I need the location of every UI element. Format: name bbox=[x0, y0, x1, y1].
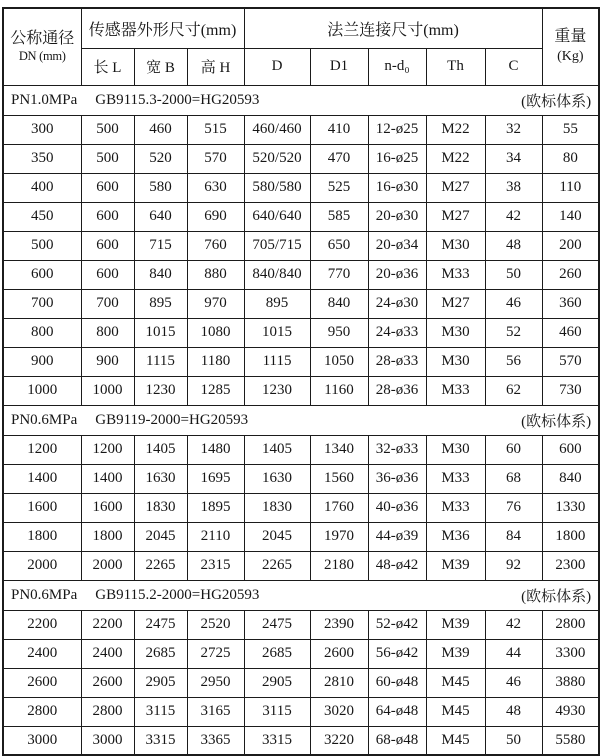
cell-d: 2265 bbox=[244, 551, 310, 580]
cell-dn: 600 bbox=[3, 260, 81, 289]
cell-weight: 600 bbox=[542, 435, 599, 464]
cell-weight: 360 bbox=[542, 289, 599, 318]
cell-height-h: 3165 bbox=[187, 697, 244, 726]
cell-dn: 500 bbox=[3, 231, 81, 260]
cell-c: 46 bbox=[485, 668, 542, 697]
spec-row bbox=[3, 464, 599, 493]
spec-row bbox=[3, 610, 599, 639]
cell-th: M45 bbox=[426, 697, 485, 726]
cell-c: 56 bbox=[485, 347, 542, 376]
cell-d: 580/580 bbox=[244, 173, 310, 202]
cell-d: 3115 bbox=[244, 697, 310, 726]
header-weight bbox=[542, 8, 599, 85]
cell-d: 2475 bbox=[244, 610, 310, 639]
cell-d1: 2180 bbox=[310, 551, 368, 580]
section-standard-note: (欧标体系) bbox=[521, 588, 592, 605]
cell-n-d0: 12-ø25 bbox=[368, 115, 426, 144]
cell-length-l: 2600 bbox=[81, 668, 134, 697]
cell-d1: 1050 bbox=[310, 347, 368, 376]
spec-table-body bbox=[3, 85, 599, 755]
cell-c: 92 bbox=[485, 551, 542, 580]
section-header-row bbox=[3, 580, 599, 610]
section-standard-note: (欧标体系) bbox=[521, 413, 592, 430]
spec-row bbox=[3, 289, 599, 318]
cell-length-l: 500 bbox=[81, 115, 134, 144]
cell-height-h: 970 bbox=[187, 289, 244, 318]
cell-th: M33 bbox=[426, 493, 485, 522]
cell-n-d0: 48-ø42 bbox=[368, 551, 426, 580]
cell-weight: 5580 bbox=[542, 726, 599, 755]
cell-d: 520/520 bbox=[244, 144, 310, 173]
header-col-length-l: 长 L bbox=[81, 48, 134, 85]
cell-c: 76 bbox=[485, 493, 542, 522]
section-standard-note: (欧标体系) bbox=[521, 93, 592, 110]
cell-d: 895 bbox=[244, 289, 310, 318]
section-header-cell bbox=[3, 85, 599, 115]
cell-th: M22 bbox=[426, 144, 485, 173]
cell-weight: 1800 bbox=[542, 522, 599, 551]
cell-th: M30 bbox=[426, 347, 485, 376]
cell-height-h: 2725 bbox=[187, 639, 244, 668]
cell-width-b: 520 bbox=[134, 144, 187, 173]
cell-th: M33 bbox=[426, 376, 485, 405]
cell-length-l: 600 bbox=[81, 202, 134, 231]
cell-d: 1630 bbox=[244, 464, 310, 493]
cell-length-l: 1600 bbox=[81, 493, 134, 522]
cell-d1: 1970 bbox=[310, 522, 368, 551]
cell-weight: 570 bbox=[542, 347, 599, 376]
cell-dn: 2600 bbox=[3, 668, 81, 697]
cell-th: M36 bbox=[426, 522, 485, 551]
spec-row bbox=[3, 726, 599, 755]
cell-n-d0: 52-ø42 bbox=[368, 610, 426, 639]
cell-th: M27 bbox=[426, 202, 485, 231]
cell-c: 46 bbox=[485, 289, 542, 318]
cell-height-h: 2315 bbox=[187, 551, 244, 580]
cell-dn: 2800 bbox=[3, 697, 81, 726]
cell-n-d0: 64-ø48 bbox=[368, 697, 426, 726]
cell-height-h: 1180 bbox=[187, 347, 244, 376]
cell-th: M33 bbox=[426, 464, 485, 493]
spec-row bbox=[3, 376, 599, 405]
spec-row bbox=[3, 115, 599, 144]
cell-width-b: 1830 bbox=[134, 493, 187, 522]
cell-height-h: 760 bbox=[187, 231, 244, 260]
cell-width-b: 3315 bbox=[134, 726, 187, 755]
cell-th: M39 bbox=[426, 551, 485, 580]
spec-row bbox=[3, 318, 599, 347]
cell-d: 1015 bbox=[244, 318, 310, 347]
section-header-row bbox=[3, 405, 599, 435]
cell-width-b: 2475 bbox=[134, 610, 187, 639]
cell-c: 34 bbox=[485, 144, 542, 173]
cell-d1: 1560 bbox=[310, 464, 368, 493]
cell-d1: 2600 bbox=[310, 639, 368, 668]
cell-th: M39 bbox=[426, 639, 485, 668]
spec-row bbox=[3, 231, 599, 260]
cell-dn: 1200 bbox=[3, 435, 81, 464]
cell-height-h: 630 bbox=[187, 173, 244, 202]
cell-height-h: 1895 bbox=[187, 493, 244, 522]
cell-c: 52 bbox=[485, 318, 542, 347]
cell-th: M30 bbox=[426, 318, 485, 347]
header-weight-unit: (Kg) bbox=[557, 49, 584, 65]
cell-height-h: 690 bbox=[187, 202, 244, 231]
dimension-spec-table bbox=[2, 7, 600, 756]
header-sensor-dimensions-group: 传感器外形尺寸(mm) bbox=[81, 8, 244, 48]
cell-weight: 80 bbox=[542, 144, 599, 173]
cell-n-d0: 60-ø48 bbox=[368, 668, 426, 697]
cell-length-l: 500 bbox=[81, 144, 134, 173]
cell-height-h: 1080 bbox=[187, 318, 244, 347]
cell-c: 84 bbox=[485, 522, 542, 551]
cell-c: 48 bbox=[485, 697, 542, 726]
cell-th: M22 bbox=[426, 115, 485, 144]
spec-row bbox=[3, 173, 599, 202]
cell-d: 705/715 bbox=[244, 231, 310, 260]
cell-width-b: 460 bbox=[134, 115, 187, 144]
cell-dn: 300 bbox=[3, 115, 81, 144]
header-col-d1: D1 bbox=[310, 48, 368, 85]
cell-weight: 3880 bbox=[542, 668, 599, 697]
cell-c: 32 bbox=[485, 115, 542, 144]
section-header-row bbox=[3, 85, 599, 115]
section-standard-code: GB9119-2000=HG20593 bbox=[95, 411, 249, 428]
cell-d1: 1340 bbox=[310, 435, 368, 464]
header-dn-unit: DN (mm) bbox=[18, 48, 66, 63]
cell-d: 1115 bbox=[244, 347, 310, 376]
cell-dn: 1400 bbox=[3, 464, 81, 493]
cell-n-d0: 36-ø36 bbox=[368, 464, 426, 493]
cell-length-l: 600 bbox=[81, 260, 134, 289]
header-col-d: D bbox=[244, 48, 310, 85]
spec-row bbox=[3, 551, 599, 580]
cell-d1: 950 bbox=[310, 318, 368, 347]
cell-th: M39 bbox=[426, 610, 485, 639]
cell-n-d0: 28-ø33 bbox=[368, 347, 426, 376]
cell-height-h: 1695 bbox=[187, 464, 244, 493]
section-header-content bbox=[4, 410, 598, 431]
spec-row bbox=[3, 639, 599, 668]
cell-d: 2045 bbox=[244, 522, 310, 551]
section-pressure-rating: PN1.0MPa bbox=[11, 91, 78, 108]
cell-dn: 1600 bbox=[3, 493, 81, 522]
cell-d1: 1160 bbox=[310, 376, 368, 405]
cell-d: 2685 bbox=[244, 639, 310, 668]
header-row-groups bbox=[3, 8, 599, 48]
cell-dn: 2200 bbox=[3, 610, 81, 639]
cell-th: M27 bbox=[426, 173, 485, 202]
spec-row bbox=[3, 347, 599, 376]
cell-th: M30 bbox=[426, 435, 485, 464]
cell-th: M33 bbox=[426, 260, 485, 289]
cell-weight: 840 bbox=[542, 464, 599, 493]
cell-length-l: 1800 bbox=[81, 522, 134, 551]
cell-weight: 730 bbox=[542, 376, 599, 405]
cell-length-l: 2200 bbox=[81, 610, 134, 639]
cell-weight: 460 bbox=[542, 318, 599, 347]
cell-width-b: 3115 bbox=[134, 697, 187, 726]
cell-length-l: 1200 bbox=[81, 435, 134, 464]
cell-width-b: 2265 bbox=[134, 551, 187, 580]
header-col-th: Th bbox=[426, 48, 485, 85]
cell-length-l: 700 bbox=[81, 289, 134, 318]
spec-row bbox=[3, 260, 599, 289]
cell-d1: 525 bbox=[310, 173, 368, 202]
cell-n-d0: 16-ø25 bbox=[368, 144, 426, 173]
cell-th: M45 bbox=[426, 726, 485, 755]
cell-width-b: 840 bbox=[134, 260, 187, 289]
cell-height-h: 2520 bbox=[187, 610, 244, 639]
cell-n-d0: 68-ø48 bbox=[368, 726, 426, 755]
cell-width-b: 2045 bbox=[134, 522, 187, 551]
cell-width-b: 1630 bbox=[134, 464, 187, 493]
cell-c: 42 bbox=[485, 610, 542, 639]
section-header-cell bbox=[3, 405, 599, 435]
cell-dn: 450 bbox=[3, 202, 81, 231]
cell-th: M45 bbox=[426, 668, 485, 697]
cell-d1: 2810 bbox=[310, 668, 368, 697]
cell-d1: 470 bbox=[310, 144, 368, 173]
cell-d1: 650 bbox=[310, 231, 368, 260]
cell-weight: 55 bbox=[542, 115, 599, 144]
cell-height-h: 3365 bbox=[187, 726, 244, 755]
cell-weight: 2800 bbox=[542, 610, 599, 639]
spec-row bbox=[3, 668, 599, 697]
cell-n-d0: 20-ø30 bbox=[368, 202, 426, 231]
cell-length-l: 900 bbox=[81, 347, 134, 376]
cell-weight: 110 bbox=[542, 173, 599, 202]
cell-length-l: 600 bbox=[81, 231, 134, 260]
cell-weight: 2300 bbox=[542, 551, 599, 580]
spec-row bbox=[3, 697, 599, 726]
cell-d: 1405 bbox=[244, 435, 310, 464]
header-col-width-b: 宽 B bbox=[134, 48, 187, 85]
cell-length-l: 800 bbox=[81, 318, 134, 347]
cell-d1: 3220 bbox=[310, 726, 368, 755]
cell-length-l: 1000 bbox=[81, 376, 134, 405]
cell-width-b: 2685 bbox=[134, 639, 187, 668]
cell-height-h: 1285 bbox=[187, 376, 244, 405]
cell-height-h: 2110 bbox=[187, 522, 244, 551]
cell-d: 3315 bbox=[244, 726, 310, 755]
cell-d1: 1760 bbox=[310, 493, 368, 522]
cell-weight: 4930 bbox=[542, 697, 599, 726]
cell-d: 640/640 bbox=[244, 202, 310, 231]
cell-c: 60 bbox=[485, 435, 542, 464]
cell-dn: 900 bbox=[3, 347, 81, 376]
spec-row bbox=[3, 493, 599, 522]
cell-weight: 1330 bbox=[542, 493, 599, 522]
cell-c: 48 bbox=[485, 231, 542, 260]
cell-n-d0: 16-ø30 bbox=[368, 173, 426, 202]
cell-length-l: 2800 bbox=[81, 697, 134, 726]
cell-dn: 1800 bbox=[3, 522, 81, 551]
cell-dn: 350 bbox=[3, 144, 81, 173]
cell-n-d0: 44-ø39 bbox=[368, 522, 426, 551]
cell-length-l: 2400 bbox=[81, 639, 134, 668]
cell-height-h: 1480 bbox=[187, 435, 244, 464]
header-weight-label: 重量 bbox=[554, 28, 587, 46]
cell-d: 840/840 bbox=[244, 260, 310, 289]
cell-width-b: 580 bbox=[134, 173, 187, 202]
cell-dn: 800 bbox=[3, 318, 81, 347]
cell-width-b: 1230 bbox=[134, 376, 187, 405]
section-header-cell bbox=[3, 580, 599, 610]
cell-height-h: 515 bbox=[187, 115, 244, 144]
cell-d1: 410 bbox=[310, 115, 368, 144]
cell-dn: 400 bbox=[3, 173, 81, 202]
cell-d: 2905 bbox=[244, 668, 310, 697]
section-standard-code: GB9115.3-2000=HG20593 bbox=[95, 91, 260, 108]
cell-th: M30 bbox=[426, 231, 485, 260]
cell-n-d0: 40-ø36 bbox=[368, 493, 426, 522]
header-row-subcolumns bbox=[3, 48, 599, 85]
header-col-height-h: 高 H bbox=[187, 48, 244, 85]
cell-width-b: 1015 bbox=[134, 318, 187, 347]
cell-n-d0: 24-ø33 bbox=[368, 318, 426, 347]
section-standard-code: GB9115.2-2000=HG20593 bbox=[95, 586, 260, 603]
cell-n-d0: 20-ø34 bbox=[368, 231, 426, 260]
cell-d1: 770 bbox=[310, 260, 368, 289]
header-col-c: C bbox=[485, 48, 542, 85]
cell-length-l: 2000 bbox=[81, 551, 134, 580]
section-pressure-rating: PN0.6MPa bbox=[11, 411, 78, 428]
cell-d: 1230 bbox=[244, 376, 310, 405]
cell-width-b: 1115 bbox=[134, 347, 187, 376]
cell-c: 68 bbox=[485, 464, 542, 493]
spec-row bbox=[3, 435, 599, 464]
cell-n-d0: 28-ø36 bbox=[368, 376, 426, 405]
section-header-content bbox=[4, 90, 598, 111]
spec-row bbox=[3, 144, 599, 173]
section-header-content bbox=[4, 585, 598, 606]
cell-width-b: 640 bbox=[134, 202, 187, 231]
cell-d: 460/460 bbox=[244, 115, 310, 144]
cell-height-h: 2950 bbox=[187, 668, 244, 697]
cell-d1: 840 bbox=[310, 289, 368, 318]
cell-weight: 200 bbox=[542, 231, 599, 260]
section-pressure-rating: PN0.6MPa bbox=[11, 586, 78, 603]
header-nominal-diameter bbox=[3, 8, 81, 85]
cell-length-l: 3000 bbox=[81, 726, 134, 755]
cell-weight: 260 bbox=[542, 260, 599, 289]
cell-dn: 2000 bbox=[3, 551, 81, 580]
cell-n-d0: 56-ø42 bbox=[368, 639, 426, 668]
cell-width-b: 1405 bbox=[134, 435, 187, 464]
cell-n-d0: 20-ø36 bbox=[368, 260, 426, 289]
cell-c: 42 bbox=[485, 202, 542, 231]
cell-weight: 140 bbox=[542, 202, 599, 231]
cell-c: 62 bbox=[485, 376, 542, 405]
cell-dn: 3000 bbox=[3, 726, 81, 755]
cell-height-h: 880 bbox=[187, 260, 244, 289]
cell-c: 50 bbox=[485, 260, 542, 289]
spec-table-container bbox=[2, 7, 598, 756]
cell-height-h: 570 bbox=[187, 144, 244, 173]
header-col-n-d0: n-d₀ bbox=[368, 48, 426, 85]
cell-c: 44 bbox=[485, 639, 542, 668]
cell-length-l: 1400 bbox=[81, 464, 134, 493]
cell-weight: 3300 bbox=[542, 639, 599, 668]
cell-c: 50 bbox=[485, 726, 542, 755]
cell-d1: 585 bbox=[310, 202, 368, 231]
cell-th: M27 bbox=[426, 289, 485, 318]
cell-d1: 3020 bbox=[310, 697, 368, 726]
cell-n-d0: 24-ø30 bbox=[368, 289, 426, 318]
header-flange-connection-group: 法兰连接尺寸(mm) bbox=[244, 8, 542, 48]
cell-c: 38 bbox=[485, 173, 542, 202]
cell-dn: 1000 bbox=[3, 376, 81, 405]
cell-width-b: 895 bbox=[134, 289, 187, 318]
cell-d: 1830 bbox=[244, 493, 310, 522]
cell-dn: 2400 bbox=[3, 639, 81, 668]
cell-width-b: 2905 bbox=[134, 668, 187, 697]
cell-n-d0: 32-ø33 bbox=[368, 435, 426, 464]
spec-row bbox=[3, 522, 599, 551]
cell-length-l: 600 bbox=[81, 173, 134, 202]
header-dn-label: 公称通径 bbox=[10, 29, 75, 47]
cell-width-b: 715 bbox=[134, 231, 187, 260]
cell-dn: 700 bbox=[3, 289, 81, 318]
spec-row bbox=[3, 202, 599, 231]
cell-d1: 2390 bbox=[310, 610, 368, 639]
